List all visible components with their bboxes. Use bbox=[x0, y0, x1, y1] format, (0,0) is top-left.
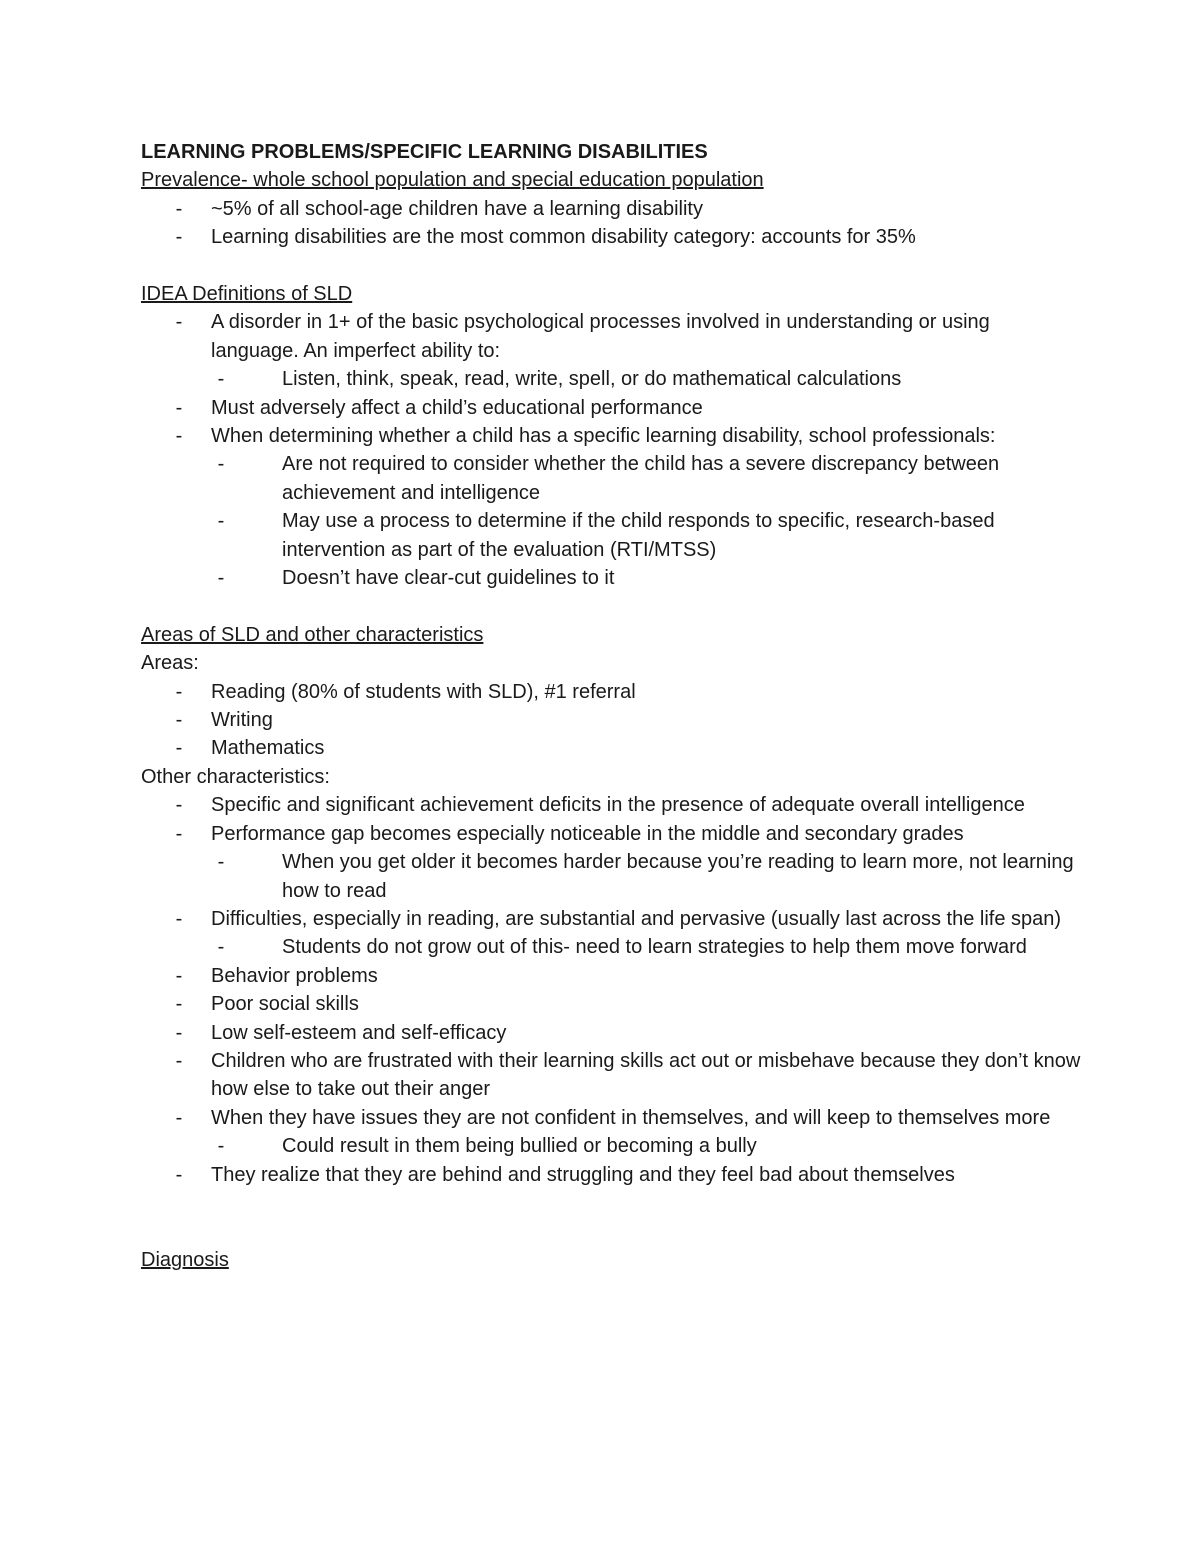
list-item bbox=[141, 1161, 1081, 1189]
sub-list-item bbox=[211, 450, 1081, 507]
list-item-text: Writing bbox=[211, 709, 273, 732]
sub-list-item bbox=[211, 848, 1081, 905]
bullet-dash: - bbox=[175, 396, 183, 419]
list-item bbox=[141, 394, 1081, 422]
bullet-dash: - bbox=[175, 226, 183, 249]
idea-heading: IDEA Definitions of SLD bbox=[141, 283, 353, 305]
document-title: LEARNING PROBLEMS/SPECIFIC LEARNING DISABILITIES bbox=[141, 141, 708, 163]
list-item-text: Performance gap becomes especially noticeable in the middle and secondary grades bbox=[211, 822, 964, 845]
list-item-text: Children who are frustrated with their learning skills act out or misbehave because they don’t know how else to take out their anger bbox=[211, 1049, 1081, 1101]
bullet-dash: - bbox=[217, 851, 225, 874]
list-item bbox=[141, 1019, 1081, 1047]
list-item bbox=[141, 706, 1081, 734]
bullet-dash: - bbox=[175, 197, 183, 220]
list-item-text: Must adversely affect a child’s educational performance bbox=[211, 396, 703, 419]
other-characteristics-label: Other characteristics: bbox=[141, 765, 330, 788]
bullet-dash: - bbox=[175, 709, 183, 732]
list-item-text: ~5% of all school-age children have a learning disability bbox=[211, 197, 703, 220]
list-item-text: Reading (80% of students with SLD), #1 referral bbox=[211, 680, 636, 703]
list-item-text: A disorder in 1+ of the basic psychological processes involved in understanding or using language. An imperfect ability to: bbox=[211, 311, 990, 362]
list-item-text: They realize that they are behind and struggling and they feel bad about themselves bbox=[211, 1163, 955, 1186]
list-item-text: Behavior problems bbox=[211, 964, 378, 987]
areas-label: Areas: bbox=[141, 652, 199, 675]
sub-list-item-text: Could result in them being bullied or becoming a bully bbox=[282, 1135, 757, 1158]
idea-list bbox=[141, 308, 1081, 592]
list-item bbox=[141, 734, 1081, 762]
sub-list-item-text: Are not required to consider whether the child has a severe discrepancy between achievement and intelligence bbox=[282, 453, 1000, 504]
list-item bbox=[141, 905, 1081, 962]
sub-list bbox=[140, 450, 1081, 592]
diagnosis-heading: Diagnosis bbox=[141, 1248, 229, 1271]
bullet-dash: - bbox=[217, 368, 225, 391]
bullet-dash: - bbox=[175, 794, 183, 817]
bullet-dash: - bbox=[217, 510, 225, 533]
list-item-text: Difficulties, especially in reading, are substantial and pervasive (usually last across the life span) bbox=[211, 907, 1062, 930]
sub-list bbox=[140, 365, 1081, 393]
bullet-dash: - bbox=[175, 1021, 183, 1044]
sub-list-item-text: Doesn’t have clear-cut guidelines to it bbox=[282, 567, 615, 590]
list-item-text: Low self-esteem and self-efficacy bbox=[211, 1021, 507, 1044]
bullet-dash: - bbox=[175, 993, 183, 1016]
list-item bbox=[141, 791, 1081, 819]
bullet-dash: - bbox=[175, 1163, 183, 1186]
list-item bbox=[141, 422, 1081, 592]
list-item bbox=[141, 678, 1081, 706]
list-item bbox=[141, 308, 1081, 393]
bullet-dash: - bbox=[175, 822, 183, 845]
list-item bbox=[141, 990, 1081, 1018]
list-item-text: Poor social skills bbox=[211, 993, 359, 1016]
list-item bbox=[141, 195, 1081, 223]
sub-list-item bbox=[211, 933, 1081, 961]
list-item bbox=[141, 820, 1081, 905]
sub-list bbox=[140, 848, 1081, 905]
bullet-dash: - bbox=[217, 567, 225, 590]
sub-list-item-text: Listen, think, speak, read, write, spell, or do mathematical calculations bbox=[282, 368, 902, 391]
sub-list-item bbox=[211, 507, 1081, 564]
list-item bbox=[141, 1047, 1081, 1104]
bullet-dash: - bbox=[175, 425, 183, 448]
sub-list-item bbox=[211, 564, 1081, 592]
bullet-dash: - bbox=[217, 453, 225, 476]
list-item bbox=[141, 223, 1081, 251]
bullet-dash: - bbox=[175, 311, 183, 334]
prevalence-list bbox=[141, 195, 1081, 252]
bullet-dash: - bbox=[175, 1049, 183, 1072]
list-item-text: Mathematics bbox=[211, 737, 325, 760]
bullet-dash: - bbox=[175, 737, 183, 760]
sub-list-item-text: Students do not grow out of this- need to learn strategies to help them move forward bbox=[282, 936, 1027, 959]
bullet-dash: - bbox=[175, 964, 183, 987]
list-item-text: When they have issues they are not confident in themselves, and will keep to themselves more bbox=[211, 1106, 1051, 1129]
bullet-dash: - bbox=[217, 1135, 225, 1158]
list-item bbox=[141, 1104, 1081, 1161]
prevalence-heading: Prevalence- whole school population and special education population bbox=[141, 169, 764, 192]
areas-heading: Areas of SLD and other characteristics bbox=[141, 623, 484, 646]
bullet-dash: - bbox=[217, 936, 225, 959]
bullet-dash: - bbox=[175, 907, 183, 930]
sub-list-item-text: May use a process to determine if the child responds to specific, research-based intervention as part of the evaluation (RTI/MTSS) bbox=[282, 510, 995, 561]
sub-list bbox=[140, 1132, 1081, 1160]
sub-list-item bbox=[211, 1132, 1081, 1160]
list-item bbox=[141, 962, 1081, 990]
characteristics-list bbox=[141, 791, 1081, 1189]
document-page bbox=[141, 138, 1081, 1274]
bullet-dash: - bbox=[175, 680, 183, 703]
list-item-text: Learning disabilities are the most common disability category: accounts for 35% bbox=[211, 226, 916, 249]
sub-list-item bbox=[211, 365, 1081, 393]
sub-list bbox=[140, 933, 1081, 961]
bullet-dash: - bbox=[175, 1106, 183, 1129]
sub-list-item-text: When you get older it becomes harder because you’re reading to learn more, not learning how to read bbox=[282, 851, 1074, 902]
areas-list bbox=[141, 678, 1081, 763]
list-item-text: When determining whether a child has a specific learning disability, school professionals: bbox=[211, 425, 996, 448]
list-item-text: Specific and significant achievement deficits in the presence of adequate overall intelligence bbox=[211, 794, 1025, 817]
